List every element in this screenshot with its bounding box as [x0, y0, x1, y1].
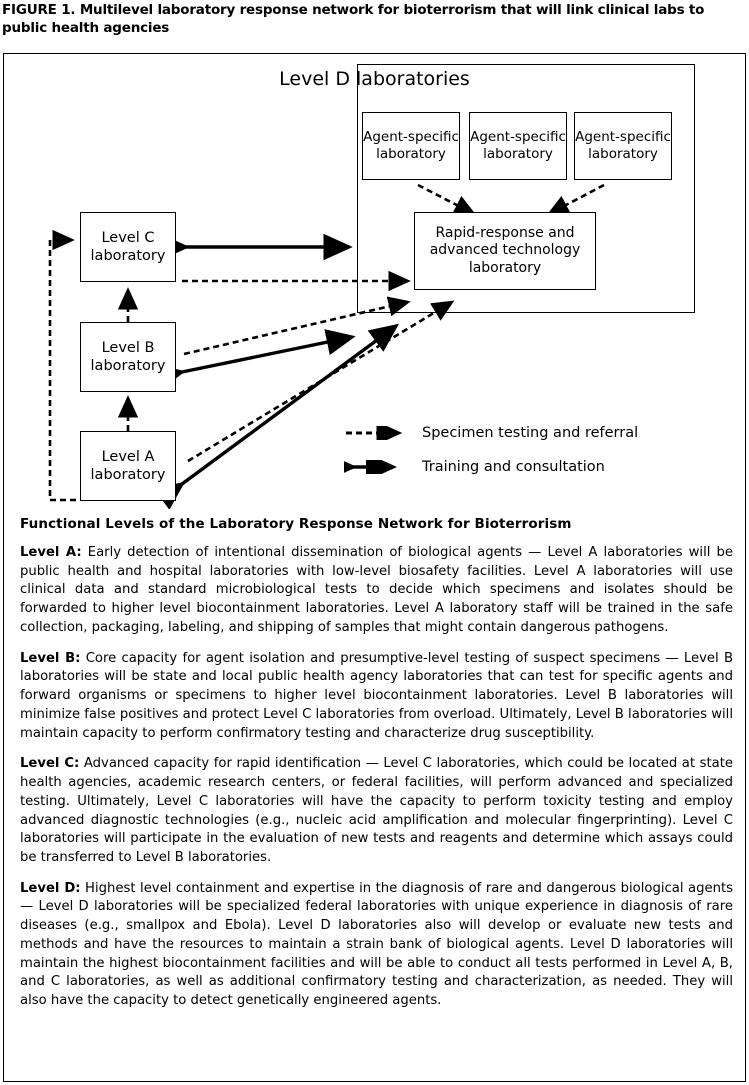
paragraph-level-a [20, 544, 733, 638]
paragraph-label-level-b: Level B: [20, 650, 81, 666]
level-d-title: Level D laboratories [279, 68, 470, 90]
paragraph-label-level-a: Level A: [20, 545, 82, 560]
text-heading: Functional Levels of the Laboratory Response Network for Bioterrorism [20, 516, 572, 532]
diagram-area [4, 54, 745, 509]
paragraph-label-level-c: Level C: [20, 756, 80, 772]
legend-label-specimen: Specimen testing and referral [422, 425, 639, 441]
figure-title: FIGURE 1. Multilevel laboratory response network for bioterrorism that will link clinical labs to public health agencies [2, 2, 705, 37]
level-b-laboratory-box: Level B laboratory [80, 322, 176, 392]
paragraph-level-d [20, 880, 733, 1011]
legend [344, 416, 674, 484]
paragraph-label-level-d: Level D: [20, 880, 81, 896]
legend-label-training: Training and consultation [422, 459, 605, 475]
agent-specific-laboratory-box-2: Agent-specific laboratory [469, 112, 567, 180]
legend-row-specimen [344, 416, 674, 450]
agent-specific-laboratory-box-1: Agent-specific laboratory [362, 112, 460, 180]
paragraph-body-level-c: Advanced capacity for rapid identification — Level C laboratories, which could be located at state health agencies, academic research centers, or federal facilities, will perform advanced and specialized testing. Ultimately, Level C laboratories will have the capacity to perform toxicity testing and employ advanced diagnostic technologies (e.g., nucleic acid amplification and molecular fingerprinting). Level C laboratories will participate in the evaluation of new tests and reagents and determine which assays could be transferred to Level B laboratories. [20, 756, 734, 866]
paragraph-level-c [20, 755, 733, 867]
level-c-laboratory-box: Level C laboratory [80, 212, 176, 282]
agent-specific-laboratory-box-3: Agent-specific laboratory [574, 112, 672, 180]
level-a-laboratory-box: Level A laboratory [80, 431, 176, 501]
paragraph-body-level-b: Core capacity for agent isolation and presumptive-level testing of suspect specimens — Level B laboratories will be state and local public health agency laboratories that can test for specific agents and forward organisms or specimens to higher level biocontainment laboratories. Level B laboratories will minimize false positives and protect Level C laboratories from overload. Ultimately, Level B laboratories will maintain capacity to perform confirmatory testing and characterize drug susceptibility. [20, 650, 734, 741]
paragraph-body-level-a: Early detection of intentional dissemination of biological agents — Level A laboratories will be public health and hospital laboratories with low-level biosafety facilities. Level A laboratories will use clinical data and standard microbiological tests to decide which specimens and isolates should be forwarded to higher level biocontainment laboratories. Level A laboratory staff will be trained in the safe collection, packaging, labeling, and shipping of samples that might contain dangerous pathogens. [20, 545, 733, 635]
paragraph-body-level-d: Highest level containment and expertise in the diagnosis of rare and dangerous biological agents — Level D laboratories will be specialized federal laboratories with unique experience in diagnosis of rare diseases (e.g., smallpox and Ebola). Level D laboratories also will develop or evaluate new tests and methods and have the resources to maintain a strain bank of biological agents. Level D laboratories will maintain the highest biocontainment facilities and will be able to conduct all tests performed in Level A, B, and C laboratories, as well as additional confirmatory testing and characterization, as needed. They will also have the capacity to detect genetically engineered agents. [20, 880, 733, 1009]
dashed-arrow-icon [344, 426, 412, 440]
rapid-response-laboratory-box: Rapid-response and advanced technology laboratory [414, 212, 596, 290]
solid-double-arrow-icon [344, 460, 412, 474]
functional-levels-text [20, 516, 733, 1023]
paragraph-level-b [20, 650, 733, 744]
figure-frame [3, 53, 746, 1082]
legend-row-training [344, 450, 674, 484]
